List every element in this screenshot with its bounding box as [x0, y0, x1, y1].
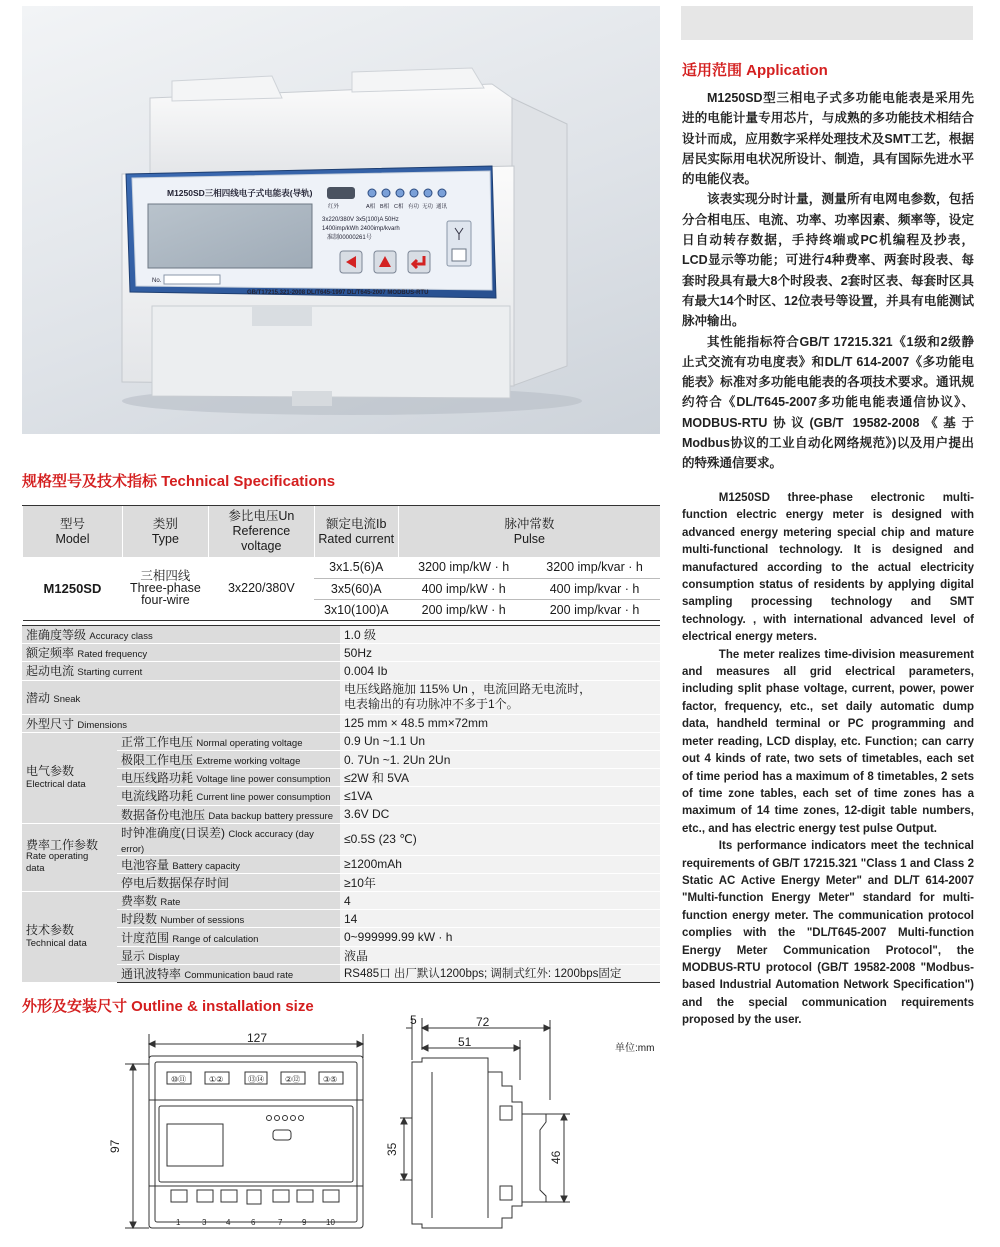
application-text-en [682, 490, 974, 1030]
application-title: 适用范围 Application [682, 62, 828, 79]
paragraph: 其性能指标符合GB/T 17215.321《1级和2级静止式交流有功电度表》和DL/T 614-2007《多功能电能表》标准对多功能电能表的各项技术要求。通讯规约符合《DL/T645-2007多功能电能表通信协议》、MODBUS-RTU协议(GB/T 19582-2008《基于Modbus协议的工业自动化网络规范》)以及用户提出的特殊通信要求。 [682, 334, 974, 471]
row-label: 准确度等级 Accuracy class [22, 626, 340, 644]
paragraph: Its performance indicators meet the technical requirements of GB/T 17215.321 "Class 1 and Class 2 Static AC Active Energy Meter" and DL/T 614-2007 "Multi-function Energy Meter" standard for multi-function energy meter. The communication protocol complies with the "DL/T645-2007 Multi-function Energy Meter Communication Protocol", the MODBUS-RTU protocol (GB/T 19582-2008 "Modbus-based Industrial Automation Network Specification") and the special communication requirements proposed by the user. [682, 840, 974, 1027]
row-value: 50Hz [340, 644, 660, 662]
dimension-51: 51 [458, 1035, 472, 1049]
meter-buttons [340, 251, 430, 273]
table-row [22, 732, 660, 750]
table-row [22, 769, 660, 787]
terminal-number: 4 [226, 1218, 231, 1227]
terminal-number: 7 [278, 1218, 283, 1227]
row-value: 3.6V DC [340, 805, 660, 823]
table-row [22, 805, 660, 823]
header-pulse: 脉冲常数 Pulse [398, 506, 660, 558]
row-label: 时钟准确度(日误差) Clock accuracy (day error) [117, 823, 340, 855]
header-voltage: 参比电压Un Reference voltage [208, 506, 314, 558]
meter-spec-line: 3x220/380V 3x5(100)A 50Hz [322, 217, 399, 223]
row-label: 极限工作电压 Extreme working voltage [117, 750, 340, 768]
indicator-label: C相 [394, 204, 404, 210]
indicator-label: 通讯 [436, 204, 448, 210]
header-type: 类别 Type [122, 506, 208, 558]
table-row [22, 964, 660, 982]
dimension-width: 127 [247, 1031, 268, 1045]
table-row [22, 928, 660, 946]
table-row [22, 680, 660, 714]
pulse-kw-value: 200 imp/kW · h [398, 599, 529, 620]
row-value: ≤2W 和 5VA [340, 769, 660, 787]
pulse-kvar-value: 200 imp/kvar · h [529, 599, 660, 620]
model-table [22, 505, 660, 621]
group-label-technical: 技术参数 Technical data [22, 892, 117, 983]
pulse-kvar-value: 400 imp/kvar · h [529, 578, 660, 599]
row-value: 1.0 级 [340, 626, 660, 644]
row-label: 潜动 Sneak [22, 680, 340, 714]
dimension-46: 46 [549, 1150, 563, 1164]
group-label-electrical: 电气参数 Electrical data [22, 732, 117, 823]
meter-standards-label: GB/T17215.321-2008 DL/T645-1997 DL/T645-2007 MODBUS-RTU [247, 290, 429, 296]
voltage-value: 3x220/380V [208, 557, 314, 620]
model-value: M1250SD [23, 557, 123, 620]
row-label: 电池容量 Battery capacity [117, 855, 340, 873]
table-row [22, 750, 660, 768]
terminal-label: ②⑫ [285, 1075, 301, 1084]
table-row [22, 662, 660, 680]
type-value: 三相四线 Three-phase four-wire [122, 557, 208, 620]
row-label: 费率数 Rate [117, 892, 340, 910]
paragraph: The meter realizes time-division measurement and measures all grid electrical parameters, including split phase voltage, current, power, power factor, frequency, etc., set daily automatic dump data, handheld terminal or PC programming and meter reading, LCD display, etc. Function; can carry out 4 kinds of rate, two sets of timetables, each set of time period has a maximum of 8 timetables, 2 sets of time zone tables, each set of time zones has a maximum of 14 time zones, 12-digit table numbers, etc., and has electric energy test pulse Output. [682, 648, 974, 835]
pulse-kvar-value: 3200 imp/kvar · h [529, 557, 660, 578]
row-label: 额定频率 Rated frequency [22, 644, 340, 662]
row-label: 起动电流 Starting current [22, 662, 340, 680]
pulse-kw-value: 3200 imp/kW · h [398, 557, 529, 578]
current-value: 3x5(60)A [314, 578, 398, 599]
table-row [22, 823, 660, 855]
row-label: 通讯波特率 Communication baud rate [117, 964, 340, 982]
current-value: 3x1.5(6)A [314, 557, 398, 578]
row-value: ≤0.5S (23 ℃) [340, 823, 660, 855]
dimension-35: 35 [385, 1142, 399, 1156]
table-row [22, 626, 660, 644]
terminal-label: ⑬⑭ [248, 1075, 264, 1084]
row-label: 外型尺寸 Dimensions [22, 714, 340, 732]
row-label: 时段数 Number of sessions [117, 910, 340, 928]
table-row [22, 946, 660, 964]
paragraph: M1250SD three-phase electronic multi-function electric energy meter is designed with advanced energy metering special chip and mature multi-functional technology. It is designed and manufactured according to the actual electricity consumption status of residents by applying digital sampling processing technology and SMT technology. , with international advanced level of electrical energy meters. [682, 492, 974, 644]
terminal-number: 1 [176, 1218, 181, 1227]
row-label: 正常工作电压 Normal operating voltage [117, 732, 340, 750]
meter-title-label: M1250SD三相四线电子式电能表(导轨) [167, 188, 313, 198]
meter-illustration [22, 6, 660, 434]
row-label: 电压线路功耗 Voltage line power consumption [117, 769, 340, 787]
table-row [22, 892, 660, 910]
table-row [22, 787, 660, 805]
row-value: ≥10年 [340, 873, 660, 891]
terminal-number: 10 [326, 1218, 335, 1227]
specifications-title: 规格型号及技术指标 Technical Specifications [22, 473, 336, 490]
indicator-label: 红外 [328, 204, 340, 210]
indicator-label: B相 [380, 204, 390, 210]
meter-spec-line: 准制00000261号 [327, 235, 372, 241]
row-value: 0.004 Ib [340, 662, 660, 680]
row-value: 电压线路施加 115% Un ，电流回路无电流时， 电表输出的有功脉冲不多于1个。 [340, 680, 660, 714]
row-label: 停电后数据保存时间 [117, 873, 340, 891]
terminal-number: 6 [251, 1218, 256, 1227]
header-current: 额定电流Ib Rated current [314, 506, 398, 558]
table-row [22, 873, 660, 891]
terminal-label: ⑩⑪ [171, 1075, 187, 1084]
row-label: 电流线路功耗 Current line power consumption [117, 787, 340, 805]
pulse-kw-value: 400 imp/kW · h [398, 578, 529, 599]
row-value: 液晶 [340, 946, 660, 964]
table-row [22, 714, 660, 732]
row-label: 数据备份电池压 Data backup battery pressure [117, 805, 340, 823]
row-value: 125 mm × 48.5 mm×72mm [340, 714, 660, 732]
dimension-height: 97 [108, 1139, 122, 1153]
row-value: 0~999999.99 kW · h [340, 928, 660, 946]
paragraph: M1250SD型三相电子式多功能电能表是采用先进的电能计量专用芯片，与成熟的多功能技术相结合设计而成，应用数字采样处理技术及SMT工艺，根据居民实际用电状况所设计、制造，具有国际先进水平的电能仪表。 [682, 91, 974, 187]
front-view-drawing [105, 1028, 405, 1234]
group-label-rate: 费率工作参数 Rate operating data [22, 823, 117, 891]
indicator-label: A相 [366, 204, 376, 210]
terminal-label: ③⑤ [323, 1075, 338, 1084]
indicator-label: 无功 [422, 204, 434, 210]
dimension-5: 5 [410, 1013, 417, 1027]
table-row [22, 910, 660, 928]
application-text-cn [682, 88, 974, 474]
terminal-number: 3 [202, 1218, 207, 1227]
unit-label: 单位:mm [615, 1043, 655, 1054]
side-view-drawing [380, 1010, 580, 1236]
row-value: ≥1200mAh [340, 855, 660, 873]
indicator-label: 有功 [408, 204, 420, 210]
row-value: RS485口 出厂默认1200bps; 调制式红外: 1200bps固定 [340, 964, 660, 982]
terminal-number: 9 [302, 1218, 307, 1227]
current-value: 3x10(100)A [314, 599, 398, 620]
product-photo [22, 6, 660, 434]
header-model: 型号 Model [23, 506, 123, 558]
row-label: 显示 Display [117, 946, 340, 964]
meter-no-label: No. [152, 278, 162, 284]
table-row [22, 855, 660, 873]
meter-spec-line: 1400imp/kWh 2400imp/kvarh [322, 226, 400, 232]
dimension-72: 72 [476, 1015, 490, 1029]
row-label: 计度范围 Range of calculation [117, 928, 340, 946]
row-value: ≤1VA [340, 787, 660, 805]
table-row [22, 644, 660, 662]
outline-title: 外形及安装尺寸 Outline & installation size [22, 998, 314, 1015]
header-banner [681, 6, 973, 40]
row-value: 0.9 Un ~1.1 Un [340, 732, 660, 750]
terminal-label: ①② [209, 1075, 224, 1084]
row-value: 4 [340, 892, 660, 910]
row-value: 14 [340, 910, 660, 928]
technical-data-table [22, 625, 660, 983]
row-value: 0. 7Un ~1. 2Un 2Un [340, 750, 660, 768]
paragraph: 该表实现分时计量，测量所有电网电参数，包括分合相电压、电流、功率、功率因素、频率等，设定日自动转存数据，手持终端或PC机编程及抄表，LCD显示等功能；可进行4种费率、两套时段表、每套时段具有最大8个时段表、2套时区表、每套时区具有最大14个时区、12位表号等设置，并具有电能测试脉冲输出。 [682, 192, 974, 329]
